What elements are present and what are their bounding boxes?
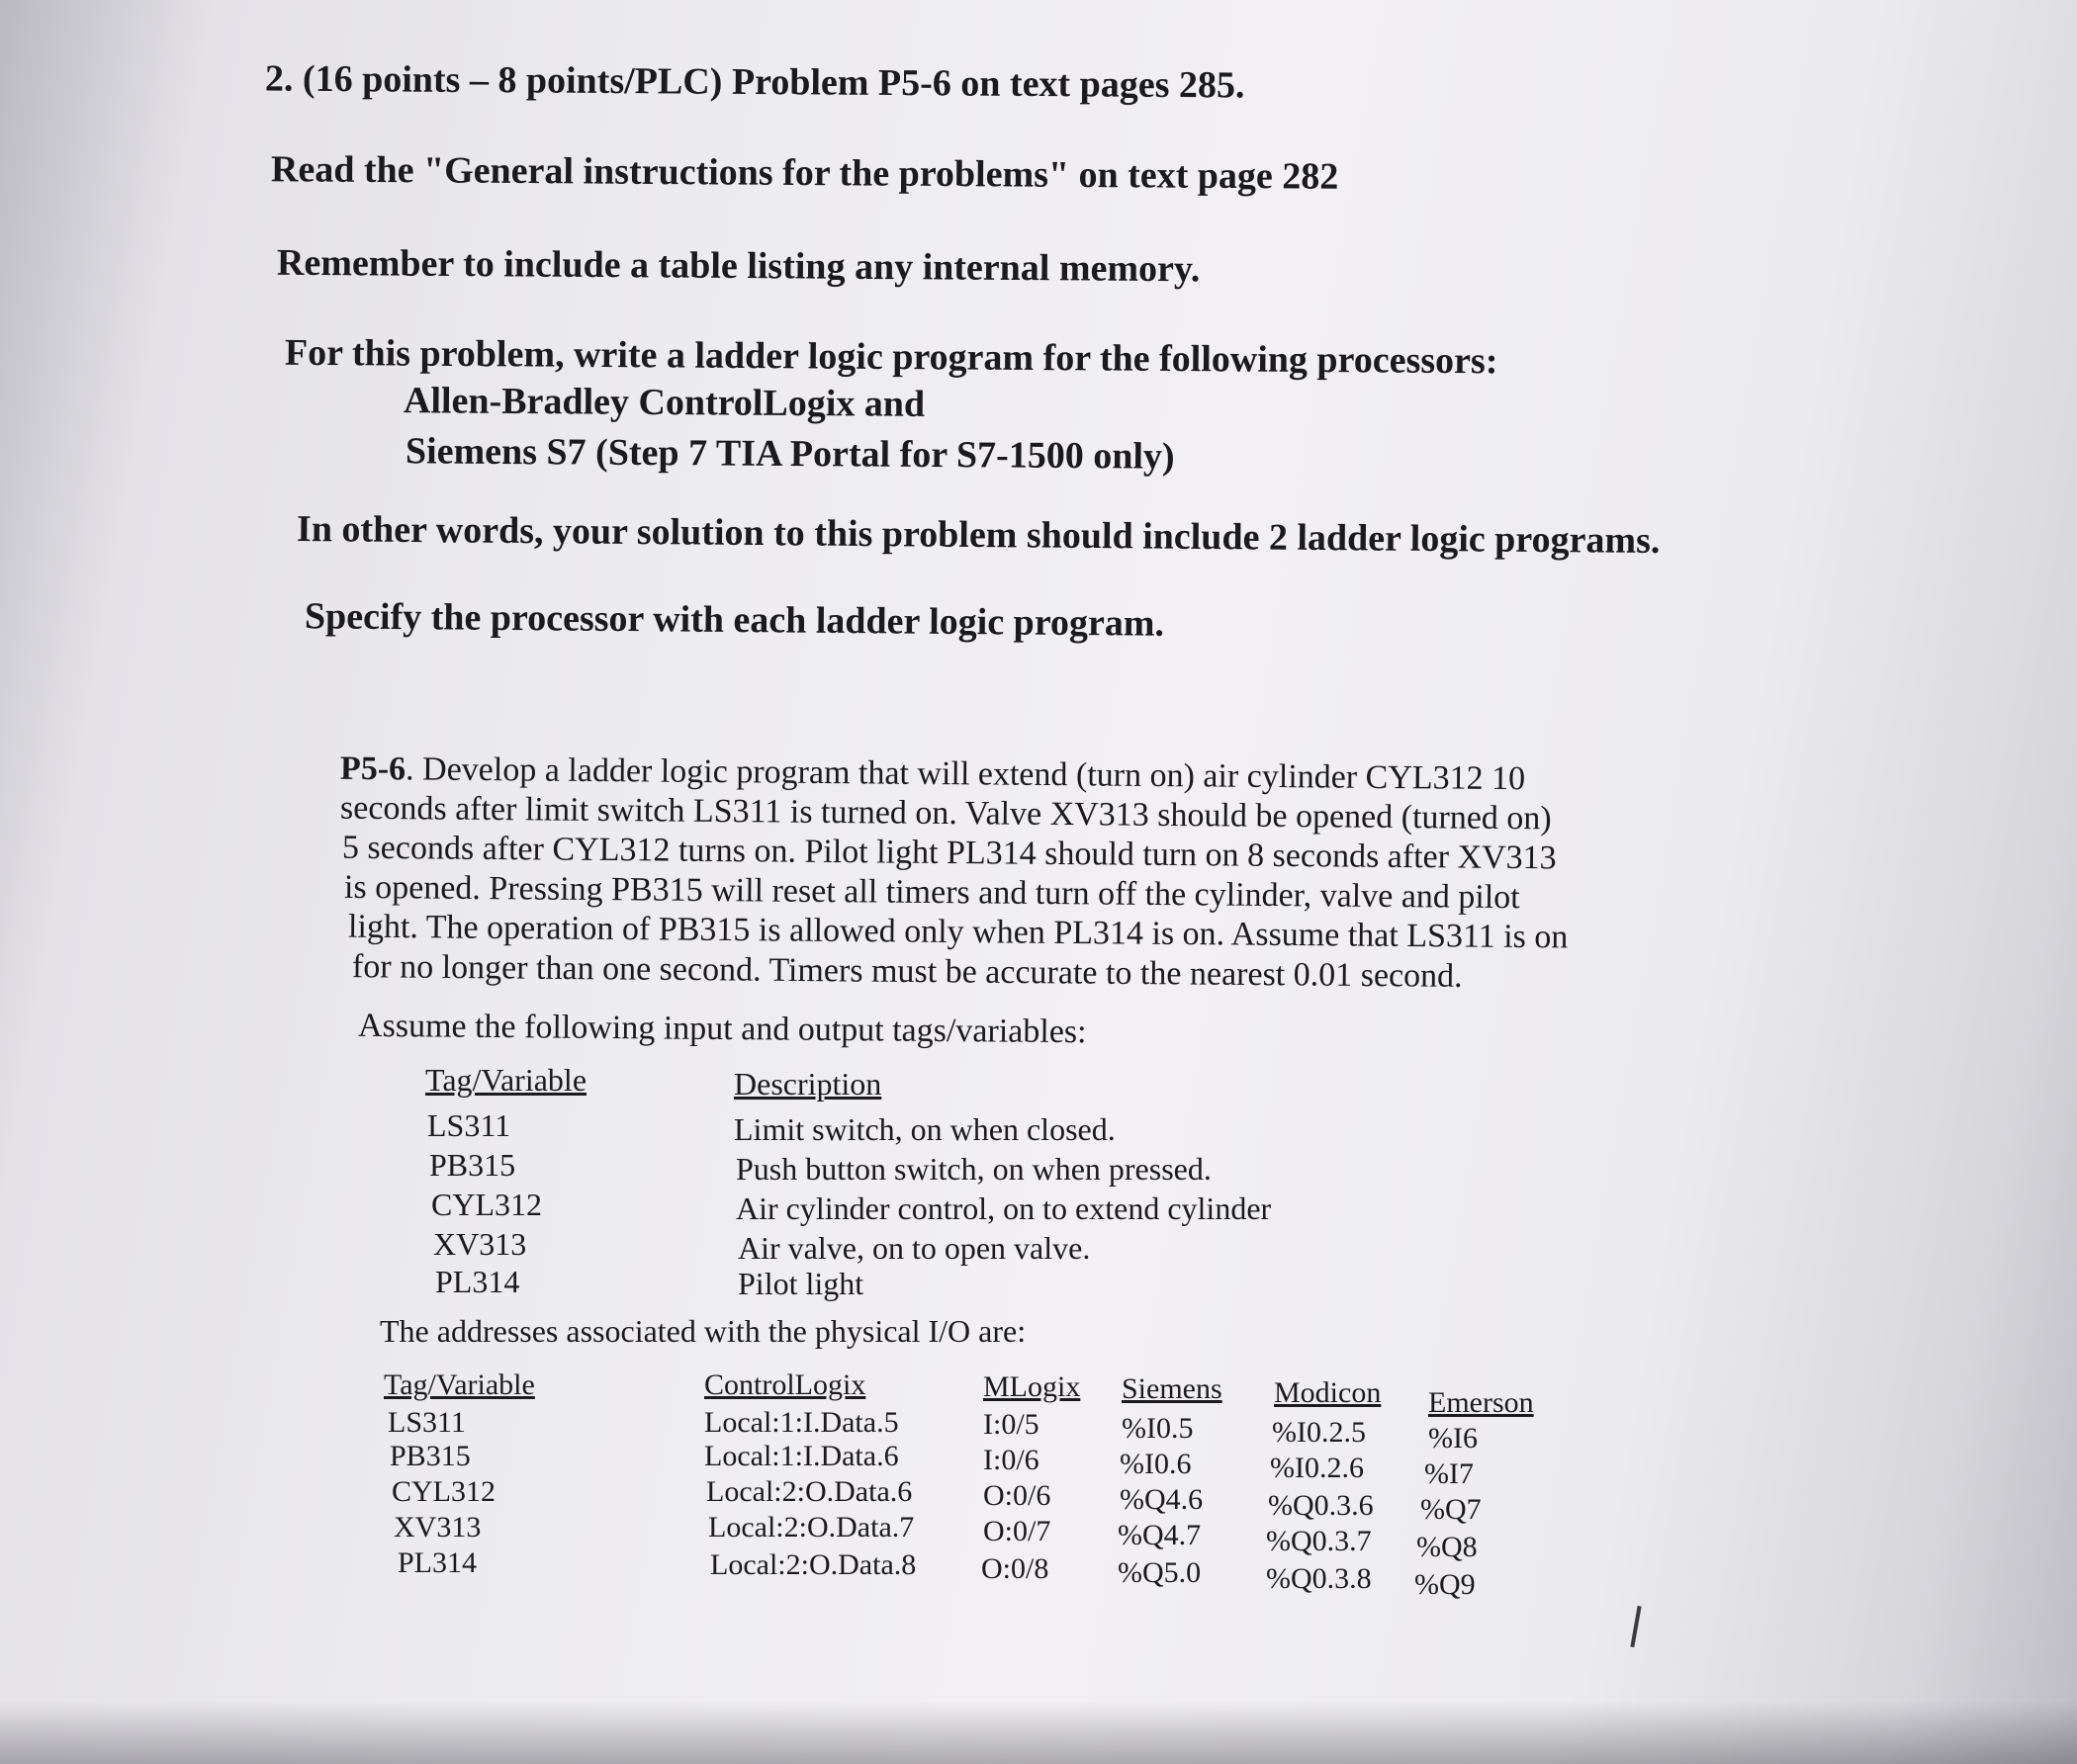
- problem-line-5: light. The operation of PB315 is allowed only when PL314 is on. Assume that LS311 is on: [347, 908, 1569, 956]
- addr-row-mlogix: O:0/7: [983, 1515, 1051, 1547]
- processor-controllogix: Allen-Bradley ControlLogix and: [403, 380, 926, 425]
- addr-row-mlogix: I:0/6: [983, 1444, 1039, 1476]
- in-other-words-text: In other words, your solution to this problem should include 2 ladder logic programs.: [296, 507, 1661, 563]
- addresses-intro-text: The addresses associated with the physical I/O are:: [380, 1313, 1027, 1349]
- tag-row-tag: CYL312: [431, 1187, 542, 1222]
- problem-line-6: for no longer than one second. Timers must be accurate to the nearest 0.01 second.: [351, 948, 1463, 995]
- problem-line-2: seconds after limit switch LS311 is turned on. Valve XV313 should be opened (turned on): [339, 789, 1552, 838]
- addr-row-modicon: %Q0.3.6: [1268, 1489, 1374, 1522]
- addr-row-controllogix: Local:2:O.Data.8: [710, 1548, 917, 1581]
- tag-row-tag: PL314: [435, 1264, 520, 1299]
- addr-header-siemens: Siemens: [1122, 1372, 1222, 1405]
- addr-row-emerson: %Q7: [1420, 1493, 1482, 1526]
- addr-row-tag: XV313: [394, 1511, 482, 1544]
- addr-row-mlogix: O:0/8: [981, 1552, 1049, 1585]
- question-heading: 2. (16 points – 8 points/PLC) Problem P5-6 on text pages 285.: [264, 57, 1245, 107]
- addr-row-tag: CYL312: [392, 1475, 496, 1508]
- addr-header-controllogix: ControlLogix: [704, 1368, 866, 1401]
- addr-row-controllogix: Local:1:I.Data.6: [704, 1440, 899, 1472]
- tag-row-tag: PB315: [429, 1147, 516, 1183]
- assume-tags-text: Assume the following input and output tags/variables:: [357, 1007, 1087, 1051]
- tag-row-description: Pilot light: [738, 1266, 864, 1301]
- addr-row-emerson: %I7: [1424, 1457, 1474, 1490]
- tag-row-tag: XV313: [433, 1226, 527, 1262]
- addr-row-emerson: %Q8: [1416, 1531, 1478, 1563]
- addr-row-emerson: %I6: [1428, 1422, 1478, 1455]
- addr-row-mlogix: O:0/6: [983, 1479, 1051, 1512]
- tag-row-description: Limit switch, on when closed.: [734, 1111, 1116, 1147]
- addr-row-controllogix: Local:2:O.Data.6: [706, 1475, 913, 1508]
- addr-header-modicon: Modicon: [1274, 1376, 1382, 1409]
- addr-row-siemens: %Q4.7: [1118, 1519, 1202, 1551]
- tag-row-description: Air cylinder control, on to extend cylinder: [736, 1191, 1272, 1226]
- tags-header-description: Description: [734, 1066, 882, 1102]
- problem-line-1: [340, 752, 1525, 796]
- addr-row-siemens: %Q4.6: [1120, 1483, 1204, 1516]
- addr-header-emerson: Emerson: [1428, 1386, 1534, 1419]
- addr-header-mlogix: MLogix: [983, 1370, 1081, 1403]
- tag-row-description: Push button switch, on when pressed.: [736, 1151, 1212, 1187]
- specify-processor-text: Specify the processor with each ladder logic program.: [304, 595, 1165, 645]
- tag-row-tag: LS311: [427, 1107, 511, 1143]
- addr-row-modicon: %Q0.3.8: [1266, 1562, 1372, 1595]
- addr-row-controllogix: Local:1:I.Data.5: [704, 1406, 899, 1439]
- text-cursor: [1630, 1606, 1641, 1647]
- addr-row-controllogix: Local:2:O.Data.7: [708, 1511, 915, 1544]
- addr-header-tag: Tag/Variable: [384, 1368, 535, 1401]
- addr-row-siemens: %Q5.0: [1118, 1556, 1202, 1589]
- addr-row-modicon: %I0.2.6: [1270, 1452, 1364, 1484]
- addr-row-siemens: %I0.6: [1120, 1448, 1192, 1480]
- addr-row-tag: LS311: [388, 1406, 466, 1439]
- problem-label: P5-6: [339, 750, 406, 788]
- addr-row-modicon: %I0.2.5: [1272, 1416, 1366, 1449]
- addr-row-siemens: %I0.5: [1122, 1412, 1194, 1445]
- addr-row-tag: PL314: [398, 1546, 478, 1579]
- processors-intro-text: For this problem, write a ladder logic program for the following processors:: [284, 331, 1498, 383]
- read-instructions-text: Read the "General instructions for the problems" on text page 282: [270, 148, 1339, 198]
- addr-row-modicon: %Q0.3.7: [1266, 1525, 1372, 1557]
- problem-line-3: 5 seconds after CYL312 turns on. Pilot light PL314 should turn on 8 seconds after XV313: [341, 829, 1557, 877]
- addr-row-mlogix: I:0/5: [983, 1408, 1039, 1441]
- tags-header-tag: Tag/Variable: [425, 1062, 587, 1098]
- tag-row-description: Air valve, on to open valve.: [738, 1230, 1091, 1266]
- addr-row-emerson: %Q9: [1414, 1568, 1476, 1601]
- problem-text: . Develop a ladder logic program that will extend (turn on) air cylinder CYL312 10: [405, 750, 1526, 798]
- processor-siemens: Siemens S7 (Step 7 TIA Portal for S7-1500 only): [405, 430, 1175, 478]
- remember-table-text: Remember to include a table listing any internal memory.: [276, 241, 1201, 291]
- addr-row-tag: PB315: [390, 1440, 471, 1472]
- problem-line-4: is opened. Pressing PB315 will reset all timers and turn off the cylinder, valve and pilot: [343, 868, 1520, 917]
